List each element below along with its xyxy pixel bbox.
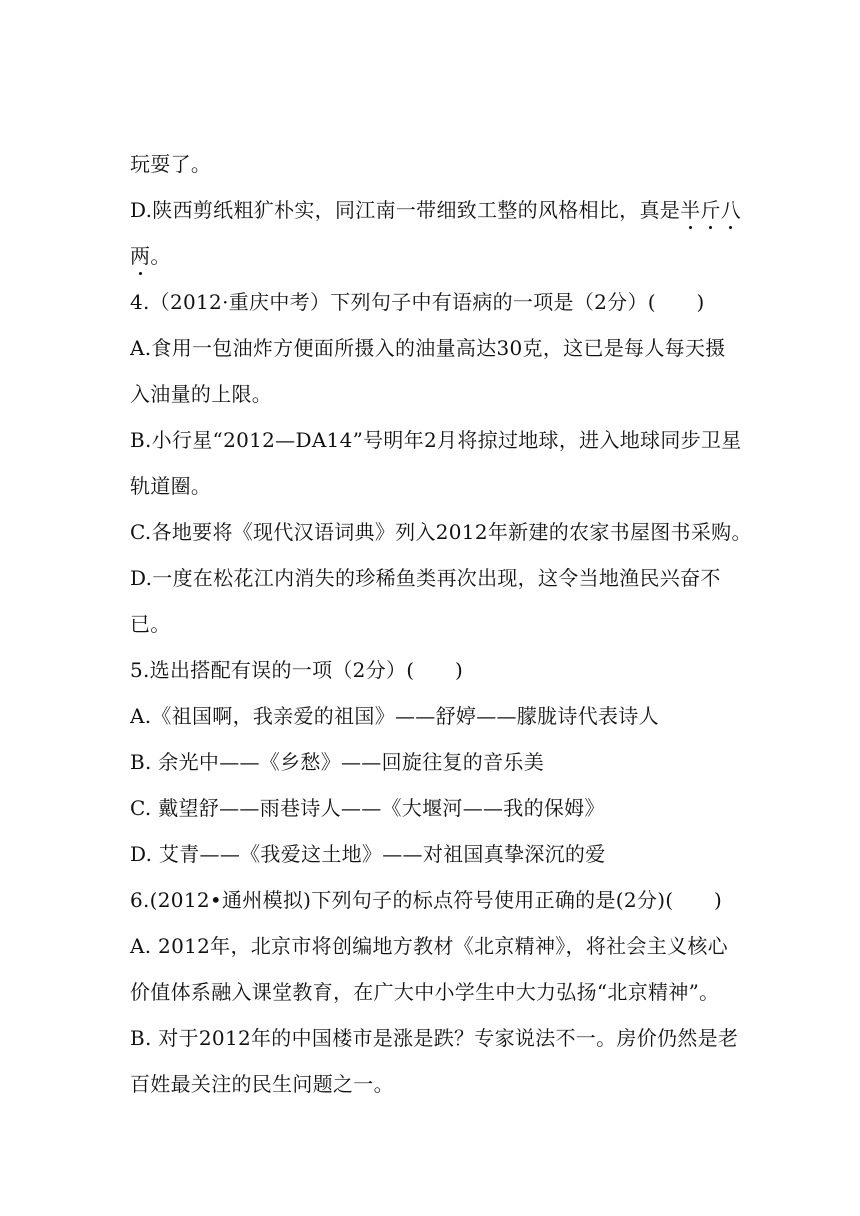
option-d: D.一度在松花江内消失的珍稀鱼类再次出现，这令当地渔民兴奋不 [130, 566, 721, 590]
option-d-line [130, 196, 741, 224]
option-b: B. 对于2012年的中国楼市是涨是跌？专家说法不一。房价仍然是老 [130, 1026, 739, 1050]
option-c: C. 戴望舒——雨巷诗人——《大堰河——我的保姆》 [130, 796, 605, 820]
text-span: D.陕西剪纸粗犷朴实，同江南一带细致工整的风格相比，真是 [130, 198, 681, 222]
emphasis-char: 八 [720, 198, 742, 222]
emphasis-char: 斤 [700, 198, 721, 222]
text-span: 。 [150, 244, 171, 268]
option-b-continued: 轨道圈。 [130, 474, 212, 498]
emphasis-char: 两 [130, 244, 151, 268]
option-a-continued: 入油量的上限。 [130, 382, 273, 406]
option-a: A. 2012年，北京市将创编地方教材《北京精神》，将社会主义核心 [130, 934, 728, 958]
option-b-continued: 百姓最关注的民生问题之一。 [130, 1072, 394, 1096]
option-b: B. 余光中——《乡愁》——回旋往复的音乐美 [130, 750, 545, 774]
question-4: 4.（2012·重庆中考）下列句子中有语病的一项是（2分）( ) [130, 290, 705, 314]
option-d: D. 艾青——《我爱这土地》——对祖国真挚深沉的爱 [130, 842, 606, 866]
option-a: A.《祖国啊，我亲爱的祖国》——舒婷——朦胧诗代表诗人 [130, 704, 659, 728]
question-6: 6.(2012•通州模拟)下列句子的标点符号使用正确的是(2分)( ) [130, 888, 723, 912]
option-b: B.小行星“2012—DA14”号明年2月将掠过地球，进入地球同步卫星 [130, 428, 742, 452]
question-5: 5.选出搭配有误的一项（2分）( ) [130, 658, 464, 682]
option-a: A.食用一包油炸方便面所摄入的油量高达30克，这已是每人每天摄 [130, 336, 726, 360]
text-line: 玩耍了。 [130, 152, 212, 176]
option-a-continued: 价值体系融入课堂教育，在广大中小学生中大力弘扬“北京精神”。 [130, 980, 720, 1004]
option-d-line-continued [130, 242, 171, 270]
option-c: C.各地要将《现代汉语词典》列入2012年新建的农家书屋图书采购。 [130, 520, 752, 544]
emphasis-char: 半 [680, 198, 701, 222]
option-d-continued: 已。 [130, 612, 171, 636]
